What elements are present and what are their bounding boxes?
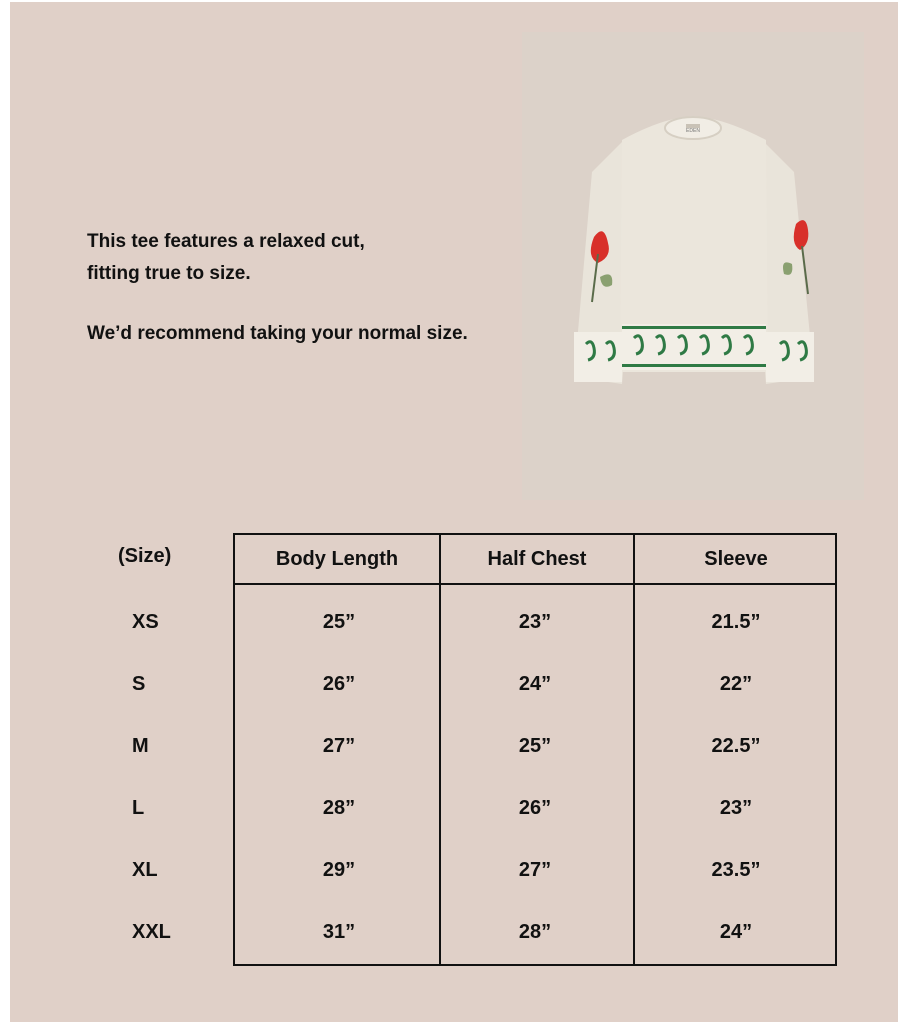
size-label-xl: XL	[132, 859, 158, 881]
half-chest-xs: 23”	[518, 611, 552, 633]
brand-label: EDEN	[686, 128, 700, 134]
body-length-xxl: 31”	[322, 921, 356, 943]
size-label-m: M	[132, 735, 149, 757]
size-label-l: L	[132, 797, 145, 819]
fit-description	[87, 226, 468, 350]
header-body-length: Body Length	[275, 548, 399, 570]
header-sleeve: Sleeve	[704, 548, 768, 570]
sleeve-xs: 21.5”	[711, 611, 761, 633]
sleeve-s: 22”	[719, 673, 753, 695]
sleeve-xl: 23.5”	[711, 859, 761, 881]
fit-line-2: fitting true to size.	[87, 263, 251, 284]
fit-recommendation: We’d recommend taking your normal size.	[87, 323, 468, 344]
size-label-xs: XS	[132, 611, 159, 633]
body-length-m: 27”	[322, 735, 356, 757]
sleeve-l: 23”	[719, 797, 753, 819]
sweatshirt-illustration	[522, 32, 864, 500]
sleeve-xxl: 24”	[719, 921, 753, 943]
half-chest-m: 25”	[518, 735, 552, 757]
size-column-header: (Size)	[118, 545, 172, 567]
product-image	[522, 32, 864, 500]
half-chest-xxl: 28”	[518, 921, 552, 943]
half-chest-xl: 27”	[518, 859, 552, 881]
size-label-xxl: XXL	[132, 921, 171, 943]
fit-line-1: This tee features a relaxed cut,	[87, 231, 365, 252]
size-label-s: S	[132, 673, 146, 695]
body-length-s: 26”	[322, 673, 356, 695]
sleeve-m: 22.5”	[711, 735, 761, 757]
half-chest-l: 26”	[518, 797, 552, 819]
body-length-l: 28”	[322, 797, 356, 819]
header-half-chest: Half Chest	[487, 548, 587, 570]
half-chest-s: 24”	[518, 673, 552, 695]
body-length-xs: 25”	[322, 611, 356, 633]
body-length-xl: 29”	[322, 859, 356, 881]
